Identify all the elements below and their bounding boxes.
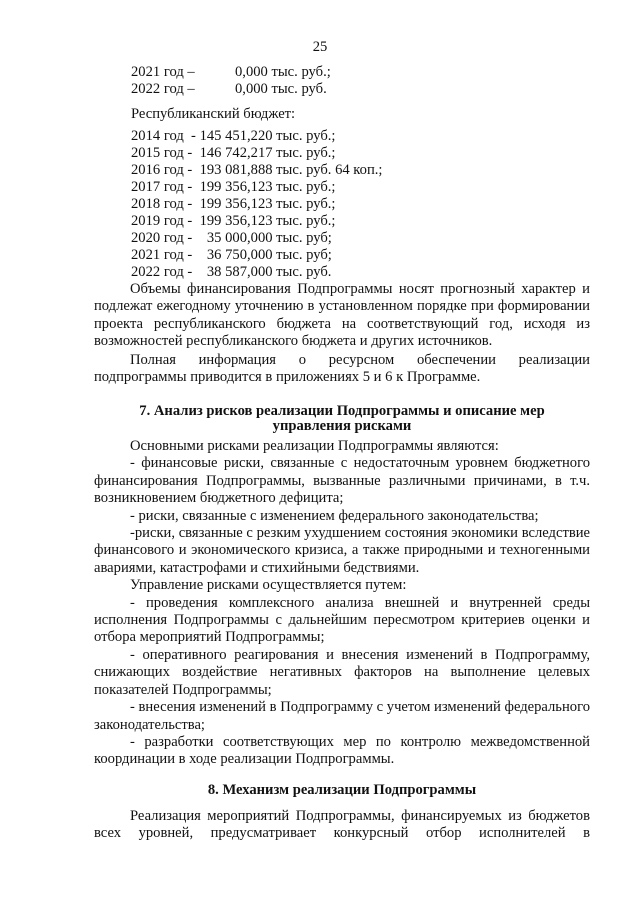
section7-heading: [94, 404, 590, 434]
republic-budget-line: 2022 год - 38 587,000 тыс. руб.: [131, 264, 332, 280]
budget-line: [131, 81, 327, 98]
measure-item: - разработки соответствующих мер по контролю межведомственной координации в ходе реализации Подпрограммы.: [94, 733, 590, 768]
measure-item: - внесения изменений в Подпрограмму с учетом изменений федерального законодательства;: [94, 699, 590, 733]
risk-item: -риски, связанные с резким ухудшением состояния экономики вследствие финансового и экономического кризиса, а также природными и техногенными авариями, катастрофами и стихийными бедствиями.: [94, 525, 590, 576]
section7-title-line2: управления рисками: [272, 418, 412, 434]
section7-title-line1: 7. Анализ рисков реализации Подпрограммы и описание мер: [139, 403, 545, 419]
republic-budget-line: 2021 год - 36 750,000 тыс. руб;: [131, 247, 332, 263]
management-intro: Управление рисками осуществляется путем:: [130, 577, 407, 594]
section8-body: [94, 808, 590, 843]
financing-note: Объемы финансирования Подпрограммы носят прогнозный характер и подлежат ежегодному уточнению в установленном порядке при формировании проекта республиканского бюджета на соответствующий год, исходя из возможностей республиканского бюджета и других источников.: [94, 281, 590, 350]
republic-budget-line: 2019 год - 199 356,123 тыс. руб.;: [131, 213, 336, 229]
budget-line: [131, 64, 331, 81]
budget-year: 2022 год –: [131, 81, 195, 97]
risk-item: - риски, связанные с изменением федерального законодательства;: [130, 507, 539, 524]
republic-budget-line: 2016 год - 193 081,888 тыс. руб. 64 коп.;: [131, 162, 383, 178]
section8-heading: 8. Механизм реализации Подпрограммы: [207, 782, 477, 798]
measure-item: - оперативного реагирования и внесения изменений в Подпрограмму, снижающих воздействие негативных факторов на выполнение целевых показателей Подпрограммы;: [94, 646, 590, 698]
risks-intro: Основными рисками реализации Подпрограммы являются:: [130, 438, 499, 454]
page-number: 25: [312, 39, 328, 55]
financing-note-paragraph: [94, 281, 590, 351]
republic-budget-label: Республиканский бюджет:: [131, 106, 296, 122]
budget-amount: 0,000 тыс. руб.;: [235, 64, 331, 80]
info-note-paragraph: [94, 352, 590, 387]
republic-budget-line: 2014 год - 145 451,220 тыс. руб.;: [131, 128, 336, 144]
measure-item: - проведения комплексного анализа внешней и внутренней среды исполнения Подпрограммы с дальнейшим пересмотром критериев оценки и отбора мероприятий Подпрограммы;: [94, 594, 590, 646]
republic-budget-line: 2015 год - 146 742,217 тыс. руб.;: [131, 145, 336, 161]
republic-budget-line: 2018 год - 199 356,123 тыс. руб.;: [131, 196, 336, 212]
risk-item: - финансовые риски, связанные с недостаточным уровнем бюджетного финансирования Подпрограммы, вызванные различными причинами, в т.ч. возникновением бюджетного дефицита;: [94, 455, 590, 507]
republic-budget-line: 2017 год - 199 356,123 тыс. руб.;: [131, 179, 336, 195]
section8-text: Реализация мероприятий Подпрограммы, финансируемых из бюджетов всех уровней, предусматривает конкурсный отбор исполнителей в: [94, 808, 590, 842]
budget-year: 2021 год –: [131, 64, 195, 80]
info-note: Полная информация о ресурсном обеспечении реализации подпрограммы приводится в приложениях 5 и 6 к Программе.: [94, 352, 590, 386]
budget-amount: 0,000 тыс. руб.: [235, 81, 327, 97]
section7-body: [94, 438, 590, 769]
republic-budget-line: 2020 год - 35 000,000 тыс. руб;: [131, 230, 332, 246]
